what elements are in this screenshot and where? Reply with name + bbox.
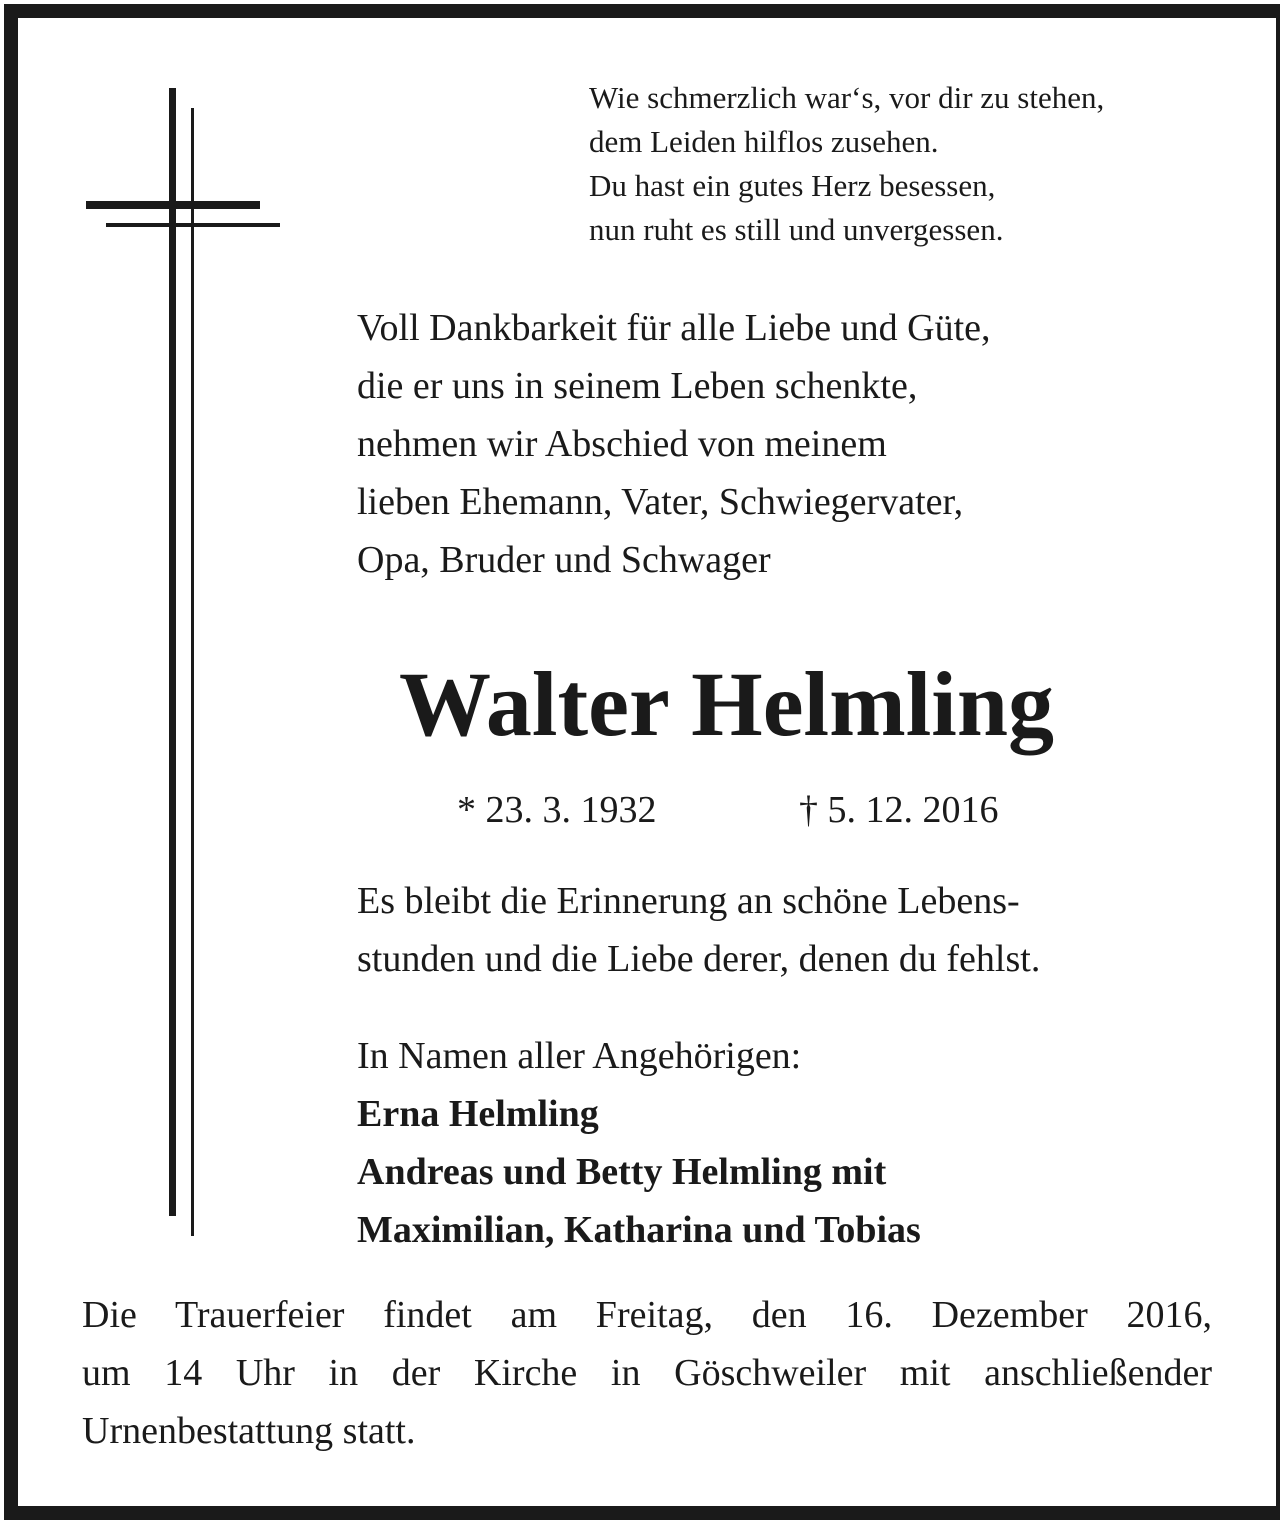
obituary-frame: [4, 4, 1280, 1520]
memory-text: [357, 872, 1237, 988]
cross-vertical-thin-bar: [191, 108, 194, 1236]
intro-line: Voll Dankbarkeit für alle Liebe und Güte,: [357, 307, 991, 349]
family-name: Andreas und Betty Helmling mit: [357, 1151, 887, 1193]
intro-line: nehmen wir Abschied von meinem: [357, 423, 887, 465]
deceased-name: Walter Helmling: [399, 653, 1055, 755]
service-line: Die Trauerfeier findet am Freitag, den 16. Dezember 2016,: [82, 1294, 1212, 1336]
cross-vertical-bar: [169, 88, 176, 1216]
memory-line: Es bleibt die Erinnerung an schöne Lebens-: [357, 880, 1020, 922]
death-date: † 5. 12. 2016: [799, 789, 999, 831]
memory-line: stunden und die Liebe derer, denen du fehlst.: [357, 938, 1041, 980]
intro-line: Opa, Bruder und Schwager: [357, 539, 771, 581]
poem-line: nun ruht es still und unvergessen.: [589, 212, 1004, 247]
intro-text: [357, 299, 1237, 589]
intro-line: die er uns in seinem Leben schenkte,: [357, 365, 918, 407]
cross-horizontal-thin-bar: [106, 223, 280, 227]
cross-horizontal-bar: [86, 201, 260, 209]
family-signoff: [357, 1027, 1237, 1259]
service-notice: [82, 1286, 1212, 1460]
service-line: um 14 Uhr in der Kirche in Göschweiler mit anschließender: [82, 1352, 1212, 1394]
family-name: Erna Helmling: [357, 1093, 599, 1135]
poem-line: Du hast ein gutes Herz besessen,: [589, 168, 996, 203]
intro-line: lieben Ehemann, Vater, Schwiegervater,: [357, 481, 964, 523]
service-line: Urnenbestattung statt.: [82, 1410, 416, 1452]
signoff-heading: In Namen aller Angehörigen:: [357, 1035, 802, 1077]
poem-line: dem Leiden hilflos zusehen.: [589, 124, 939, 159]
birth-date: * 23. 3. 1932: [457, 789, 657, 831]
poem-line: Wie schmerzlich war‘s, vor dir zu stehen,: [589, 80, 1105, 115]
obituary-content: [14, 14, 1280, 1510]
poem: [589, 76, 1239, 252]
family-name: Maximilian, Katharina und Tobias: [357, 1209, 921, 1251]
